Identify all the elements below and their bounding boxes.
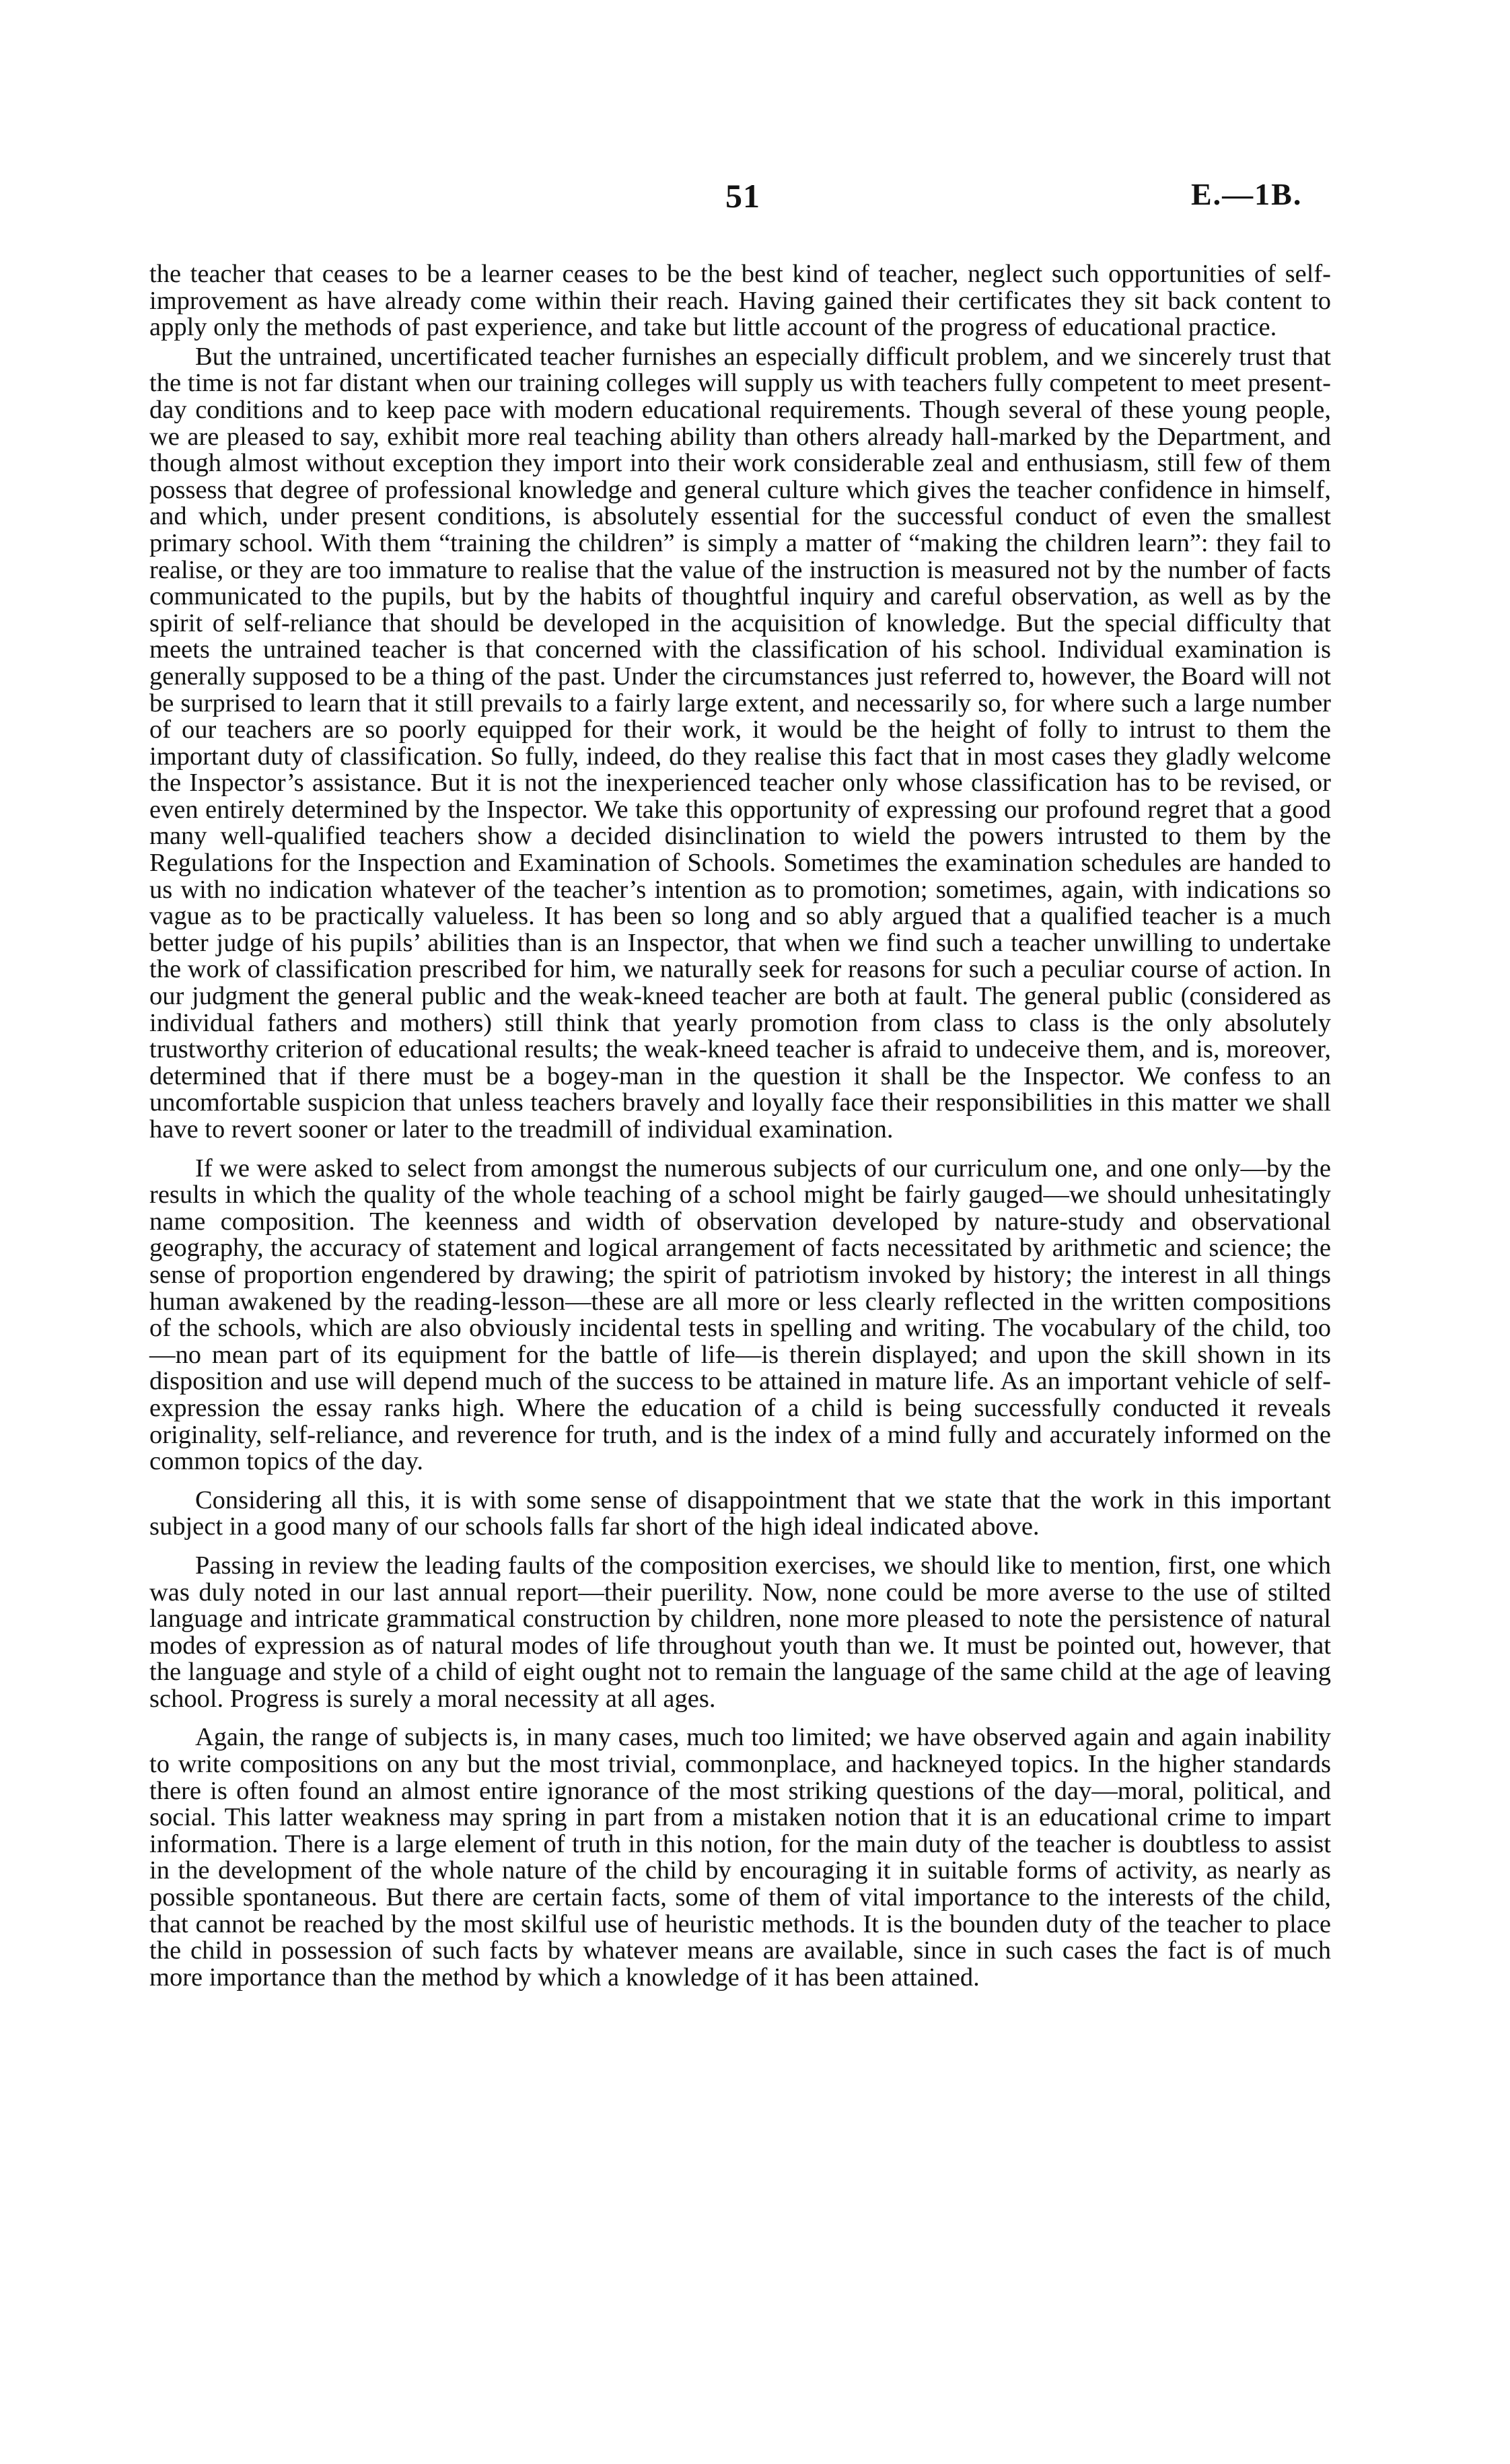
page-number: 51 [725,177,760,215]
paragraph-composition: If we were asked to select from amongst the numerous subjects of our curriculum one, and one only—by the results in which the quality of the whole teaching of a school might be fairly gauged—we should unhesitatingly name composition. The keenness and width of observation developed by nature-study and observational geography, the accuracy of statement and logical arrangement of facts necessitated by arithmetic and science; the sense of proportion engendered by drawing; the spirit of patriotism invoked by history; the interest in all things human awakened by the reading-lesson—these are all more or less clearly reflected in the written compositions of the schools, which are also obviously incidental tests in spelling and writing. The vocabulary of the child, too—no mean part of its equipment for the battle of life—is therein displayed; and upon the skill shown in its disposition and use will depend much of the success to be attained in mature life. As an important vehicle of self-expression the essay ranks high. Where the education of a child is being successfully conducted it reveals originality, self-reliance, and reverence for truth, and is the index of a mind fully and accurately informed on the common topics of the day. [149,1154,1331,1476]
paragraph-untrained-teacher: But the untrained, uncertificated teacher furnishes an especially difficult problem, and we sincerely trust that the time is not far distant when our training colleges will supply us with teachers fully competent to meet present-day conditions and to keep pace with modern educational requirements. Though several of these young people, we are pleased to say, exhibit more real teaching ability than others already hall-marked by the Department, and though almost without exception they import into their work considerable zeal and enthusiasm, still few of them possess that degree of professional knowledge and general culture which gives the teacher confidence in himself, and which, under present conditions, is absolutely essential for the successful conduct of even the smallest primary school. With them “training the children” is simply a matter of “making the children learn”: they fail to realise, or they are too immature to realise that the value of the instruction is measured not by the number of facts communicated to the pupils, but by the habits of thoughtful inquiry and careful observation, as well as by the spirit of self-reliance that should be developed in the acquisition of knowledge. But the special difficulty that meets the untrained teacher is that concerned with the classification of his school. Individual examination is generally supposed to be a thing of the past. Under the circumstances just referred to, however, the Board will not be surprised to learn that it still prevails to a fairly large extent, and necessarily so, for where such a large number of our teachers are so poorly equipped for their work, it would be the height of folly to intrust to them the important duty of classification. So fully, indeed, do they realise this fact that in most cases they gladly welcome the Inspector’s assistance. But it is not the inexperienced teacher only whose classification has to be revised, or even entirely determined by the Inspector. We take this opportunity of expressing our profound regret that a good many well-qualified teachers show a decided disinclination to wield the powers intrusted to them by the Regulations for the Inspection and Examination of Schools. Sometimes the examination schedules are handed to us with no indication whatever of the teacher’s intention as to promotion; sometimes, again, with indications so vague as to be practically valueless. It has been so long and so ably argued that a qualified teacher is a much better judge of his pupils’ abilities than is an Inspector, that when we find such a teacher unwilling to undertake the work of classification prescribed for him, we naturally seek for reasons for such a peculiar course of action. In our judgment the general public and the weak-kneed teacher are both at fault. The general public (considered as individual fathers and mothers) still think that yearly promotion from class to class is the only absolutely trustworthy criterion of educational results; the weak-kneed teacher is afraid to undeceive them, and is, moreover, determined that if there must be a bogey-man in the question it shall be the Inspector. We confess to an uncomfortable suspicion that unless teachers bravely and loyally face their responsibilities in this matter we shall have to revert sooner or later to the treadmill of individual examination. [149,342,1331,1143]
paper-reference: E.—1B. [1191,177,1303,211]
page-header [0,176,1510,223]
paragraph-range-of-subjects: Again, the range of subjects is, in many cases, much too limited; we have observed again and again inability to write compositions on any but the most trivial, commonplace, and hackneyed topics. In the higher standards there is often found an almost entire ignorance of the most striking questions of the day—moral, political, and social. This latter weakness may spring in part from a mistaken notion that it is an educational crime to impart information. There is a large element of truth in this notion, for the main duty of the teacher is doubtless to assist in the development of the whole nature of the child by encouraging it in suitable forms of activity, as nearly as possible spontaneous. But there are certain facts, some of them of vital importance to the interests of the child, that cannot be reached by the most skilful use of heuristic methods. It is the bounden duty of the teacher to place the child in possession of such facts by whatever means are available, since in such cases the fact is of much more importance than the method by which a knowledge of it has been attained. [149,1723,1331,1992]
paragraph-teacher-self-improvement: the teacher that ceases to be a learner ceases to be the best kind of teacher, neglect such opportunities of self-improvement as have already come within their reach. Having gained their certificates they sit back content to apply only the methods of past experience, and take but little account of the progress of educational practice. [149,260,1331,342]
paragraph-disappointment: Considering all this, it is with some sense of disappointment that we state that the work in this important subject in a good many of our schools falls far short of the high ideal indicated above. [149,1485,1331,1541]
report-body [149,261,1331,1994]
paragraph-puerility: Passing in review the leading faults of the composition exercises, we should like to mention, first, one which was duly noted in our last annual report—their puerility. Now, none could be more averse to the use of stilted language and intricate grammatical construction by children, none more pleased to note the persistence of natural modes of expression as of natural modes of life throughout youth than we. It must be pointed out, however, that the language and style of a child of eight ought not to remain the language of the same child at the age of leaving school. Progress is surely a moral necessity at all ages. [149,1551,1331,1713]
